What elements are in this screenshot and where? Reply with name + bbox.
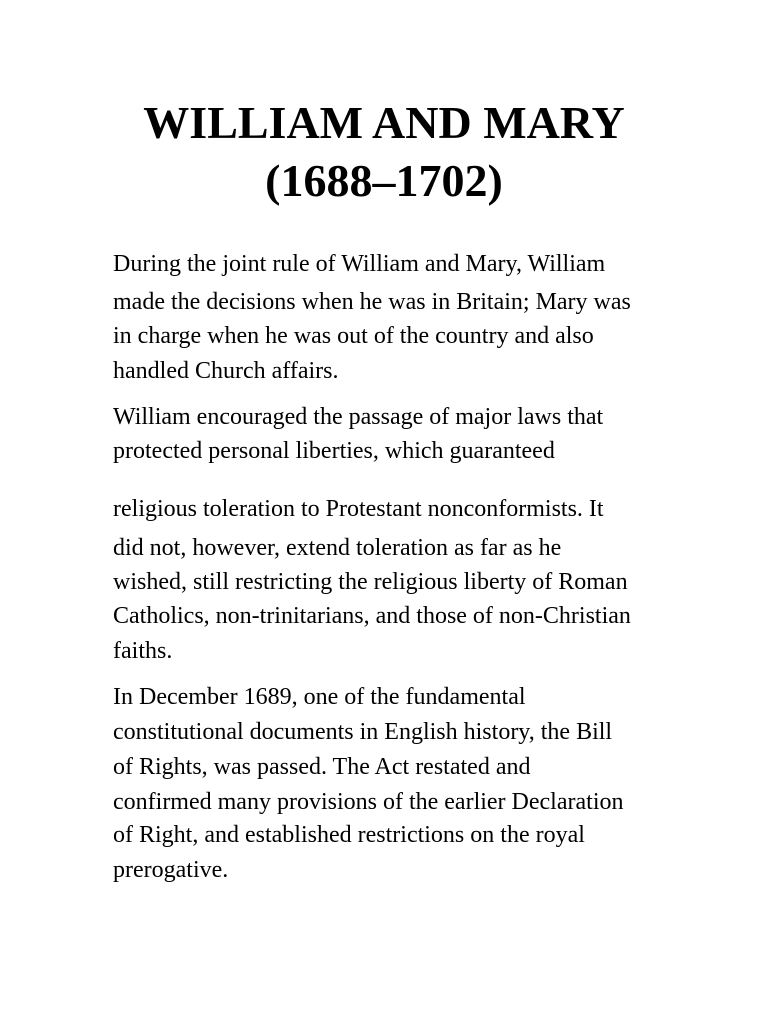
paragraph-line: Catholics, non-trinitarians, and those of non-Christian	[113, 603, 631, 629]
paragraph-line: wished, still restricting the religious liberty of Roman	[113, 569, 628, 595]
paragraph-line: confirmed many provisions of the earlier Declaration	[113, 789, 624, 815]
paragraph-line: prerogative.	[113, 857, 229, 883]
page-title	[0, 94, 768, 210]
title-line-2: (1688–1702)	[265, 155, 503, 206]
paragraph-line: made the decisions when he was in Britain; Mary was	[113, 289, 631, 315]
paragraph-line: constitutional documents in English history, the Bill	[113, 719, 613, 745]
paragraph-line: protected personal liberties, which guaranteed	[113, 438, 555, 464]
paragraph-line: in charge when he was out of the country and also	[113, 323, 594, 349]
paragraph-line: William encouraged the passage of major laws that	[113, 404, 604, 430]
paragraph-line: of Right, and established restrictions on the royal	[113, 822, 585, 848]
paragraph-line: In December 1689, one of the fundamental	[113, 684, 526, 710]
paragraph-line: handled Church affairs.	[113, 358, 339, 384]
paragraph-line: religious toleration to Protestant nonconformists. It	[113, 496, 604, 522]
paragraph-line: did not, however, extend toleration as far as he	[113, 535, 562, 561]
paragraph-line: of Rights, was passed. The Act restated and	[113, 754, 531, 780]
paragraph-line: During the joint rule of William and Mary, William	[113, 251, 606, 277]
paragraph-line: faiths.	[113, 638, 173, 664]
title-line-1: WILLIAM AND MARY	[143, 97, 625, 148]
